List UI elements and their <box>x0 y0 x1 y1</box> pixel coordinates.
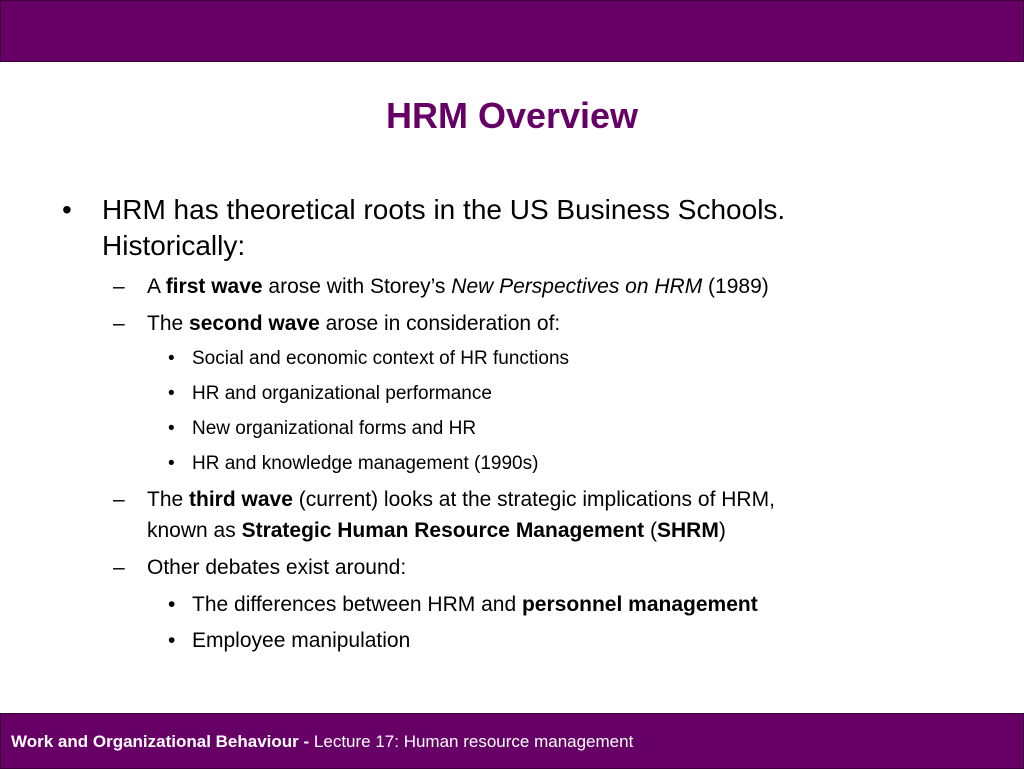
shrm-acronym: SHRM <box>657 519 719 542</box>
second-wave-subitem: HR and organizational performance <box>192 383 492 404</box>
footer-lecture: Lecture 17: Human resource management <box>313 732 634 751</box>
first-wave-post: (1989) <box>702 275 769 298</box>
header-bar <box>0 0 1024 62</box>
slide-title: HRM Overview <box>385 95 639 136</box>
third-wave-line2-pre: known as <box>147 519 242 542</box>
third-wave-post: (current) looks at the strategic implications of HRM, <box>292 488 775 511</box>
bullet-1-line-2: Historically: <box>102 230 246 261</box>
third-wave-line-2 <box>147 518 726 544</box>
second-wave-subitem: HR and knowledge management (1990s) <box>192 453 539 474</box>
bullet-marker: • <box>168 348 175 369</box>
bullet-1-line-1: HRM has theoretical roots in the US Business Schools. <box>102 194 786 225</box>
debates-subitem-1-pre: The differences between HRM and <box>192 593 522 616</box>
bullet-marker: • <box>168 453 175 474</box>
third-wave-pre: The <box>147 488 190 511</box>
second-wave-item <box>147 311 560 337</box>
third-wave-line-1 <box>147 487 775 513</box>
bullet-marker: • <box>62 194 72 225</box>
third-wave-line2-mid: ( <box>644 519 657 542</box>
bullet-marker: • <box>168 593 176 616</box>
dash-marker: – <box>113 275 125 298</box>
dash-marker: – <box>113 556 125 579</box>
bullet-marker: • <box>168 418 175 439</box>
first-wave-mid: arose with Storey’s <box>262 275 452 298</box>
first-wave-italic: New Perspectives on HRM <box>451 275 703 298</box>
footer-course: Work and Organizational Behaviour - <box>11 732 314 751</box>
first-wave-bold: first wave <box>165 275 263 298</box>
shrm-full-name: Strategic Human Resource Management <box>241 519 645 542</box>
debates-item: Other debates exist around: <box>147 556 407 579</box>
debates-subitem-1-bold: personnel management <box>521 593 758 616</box>
bullet-marker: • <box>168 629 176 652</box>
second-wave-bold: second wave <box>189 312 320 335</box>
third-wave-bold: third wave <box>189 488 293 511</box>
first-wave-pre: A <box>147 275 166 298</box>
dash-marker: – <box>113 488 125 511</box>
dash-marker: – <box>113 312 125 335</box>
second-wave-subitem: New organizational forms and HR <box>192 418 477 439</box>
second-wave-pre: The <box>147 312 190 335</box>
third-wave-line2-post: ) <box>718 519 726 542</box>
footer-text <box>11 731 633 753</box>
first-wave-item <box>147 274 769 300</box>
second-wave-post: arose in consideration of: <box>319 312 561 335</box>
debates-subitem-2: Employee manipulation <box>192 629 411 652</box>
debates-subitem-1 <box>192 592 758 618</box>
bullet-marker: • <box>168 383 175 404</box>
second-wave-subitem: Social and economic context of HR functions <box>192 348 570 369</box>
